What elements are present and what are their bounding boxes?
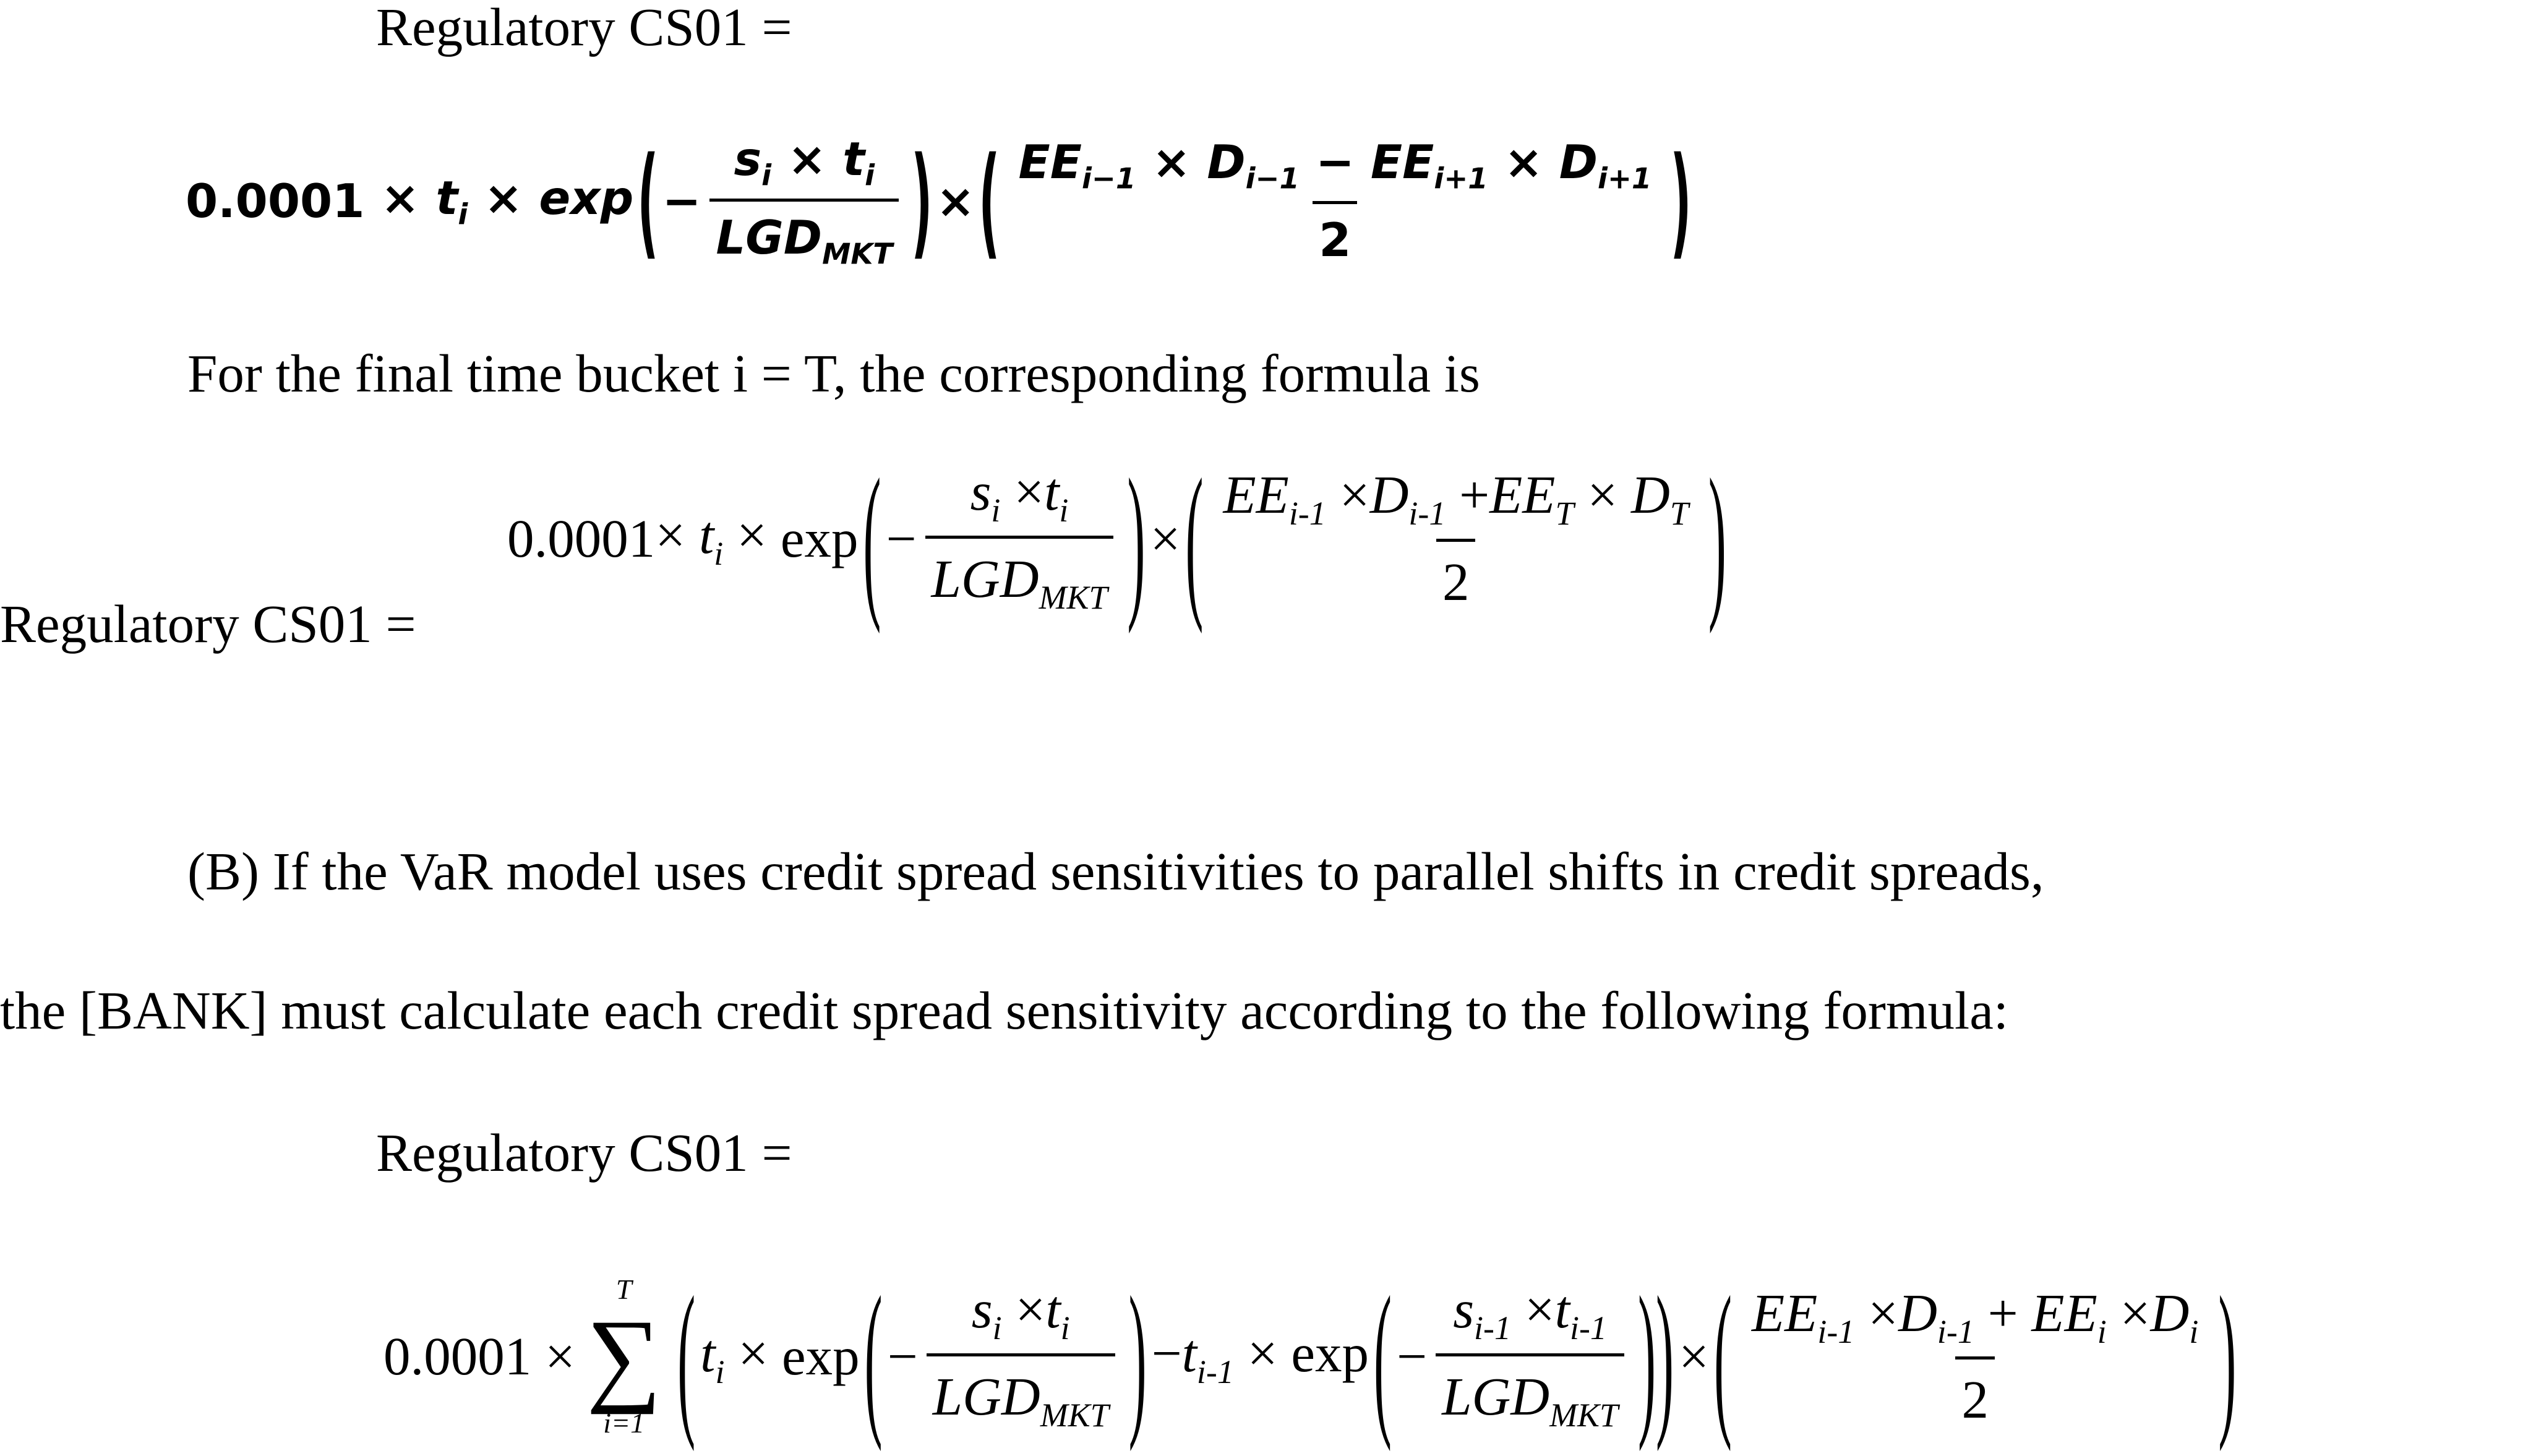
- para-b-line-1: (B) If the VaR model uses credit spread sensitivities to parallel shifts in credit spreads,: [187, 841, 2044, 901]
- eq1-fraction-exponent: $\frac{s_i \times t_i}{LGD_{MKT}}$: [709, 132, 899, 270]
- equation-2: 0.0001 × $t_i$ × exp ( − $\frac{s_i \times t_i}{LGD_{MKT}}$ ) × ( $\frac{EE_{i-1} \times D_{i-1} +EE_T \times D_T}{2}$ ): [507, 442, 1726, 635]
- equation-1: 0.0001 × $t_i \times \exp$ ( − $\frac{s_i \times t_i}{LGD_{MKT}}$ ) × ( $\frac{EE_{i-1} \times D_{i-1} - EE_{i+1} \times D_{i+1}}{2}$ ): [186, 130, 1692, 272]
- equation-3: 0.0001 × T ∑ i=1 ( $t_i$ × exp ( − $\frac{s_i \times t_i}{LGD_{MKT}}$ ) $-t_{i-1} \times \exp$ ( − $\frac{s_{i-1} \times t_{i-1}}{LGD_{MKT}}$ )) × ( $\frac{EE_{i-1} \times D_{i-1} + EE_i \times D_i}{2}$ ): [383, 1260, 2237, 1452]
- summation-symbol: T ∑ i=1: [586, 1273, 662, 1439]
- eq1-coefficient: 0.0001: [186, 174, 365, 228]
- para-b-line-2: the [BANK] must calculate each credit spread sensitivity according to the following formula:: [0, 980, 2008, 1040]
- cs01-label-2: Regulatory CS01 =: [0, 594, 416, 654]
- cs01-label-3: Regulatory CS01 =: [376, 1123, 792, 1183]
- eq1-fraction-exposure: $\frac{EE_{i-1} \times D_{i-1} - EE_{i+1} \times D_{i+1}}{2}$: [1018, 134, 1652, 268]
- cs01-label-1: Regulatory CS01 =: [376, 0, 792, 57]
- final-bucket-text: For the final time bucket i = T, the corresponding formula is: [187, 343, 1480, 403]
